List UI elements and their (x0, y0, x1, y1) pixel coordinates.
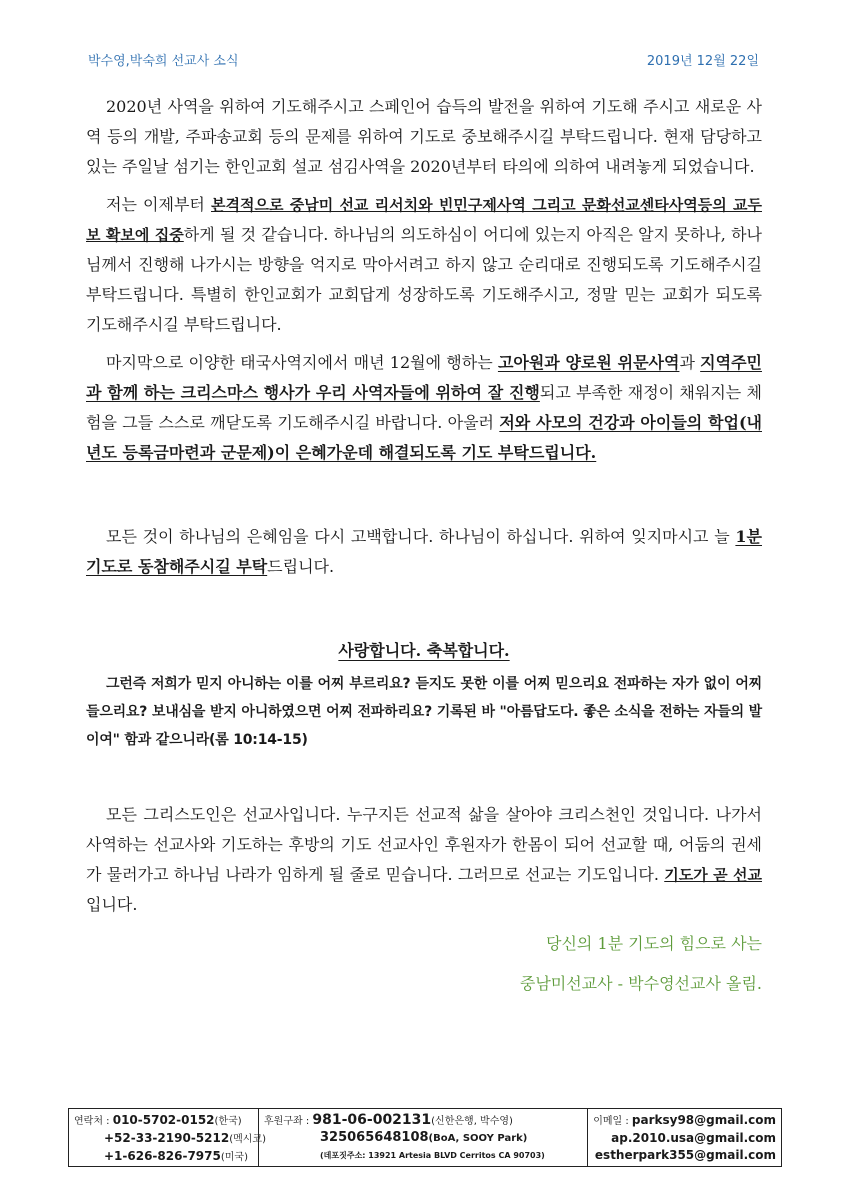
para3-emphasis-1: 고아원과 양로원 위문사역 (497, 353, 680, 372)
account-shinhan: 981-06-002131 (312, 1112, 432, 1128)
para5-emphasis: 기도가 곧 선교 (664, 866, 762, 884)
account-boa-tag: (BoA, SOOY Park) (428, 1133, 528, 1144)
footer-accounts (259, 1109, 588, 1166)
page-header (88, 50, 759, 72)
para4-pre: 모든 것이 하나님의 은혜임을 다시 고백합니다. 하나님이 하십니다. 위하여 잊지마시고 늘 (106, 527, 736, 546)
para2-post: 하게 될 것 같습니다. 하나님의 의도하심이 어디에 있는지 아직은 알지 못하나, 하나님께서 진행해 나가시는 방향을 억지로 막아서려고 하지 않고 순리대로 진행되도록 기도해주시길 부탁드립니다. 특별히 한인교회가 교회답게 성장하도록 기도해주시고, 정말 믿는 교회가 되도록 기도해주시길 부탁드립니다. (86, 225, 762, 334)
para3-mid-1: 과 (679, 353, 701, 372)
para4-post: 드립니다. (267, 557, 335, 576)
account-label: 후원구좌 : (264, 1116, 313, 1127)
header-title: 박수영,박숙희 선교사 소식 (88, 54, 239, 69)
footer-phones (69, 1109, 266, 1166)
para5-post: 입니다. (86, 895, 138, 914)
para4-emphasis: 1분 기도로 동참해주시길 부탁 (86, 527, 762, 576)
email-1[interactable]: parksy98@gmail.com (631, 1113, 776, 1127)
para2-emphasis: 본격적으로 중남미 선교 리서치와 빈민구제사역 그리고 문화선교센타사역등의 교두보 확보에 집중 (86, 196, 762, 244)
para3-mid-2: 되고 부족한 재정이 채워지는 체험을 그들 스스로 깨닫도록 기도해주시길 바랍니다. 아울러 (86, 383, 762, 432)
love-blessing-line: 사랑합니다. 축복합니다. (338, 641, 510, 660)
phone-mexico: +52-33-2190-5212 (104, 1131, 230, 1145)
para3-emphasis-2: 지역주민과 함께 하는 크리스마스 행사가 우리 사역자들에 위하여 잘 진행 (86, 353, 762, 402)
signature-line-2: 중남미선교사 - 박수영선교사 올림. (519, 974, 762, 993)
para5-pre: 모든 그리스도인은 선교사입니다. 누구지든 선교적 삶을 살아야 크리스천인 것입니다. 나가서 사역하는 선교사와 기도하는 후방의 기도 선교사인 후원자가 한몸이 되어 선교할 때, 어둠의 권세가 물러가고 하나님 나라가 임하게 될 줄로 믿습니다. 그러므로 선교는 기도입니다. (86, 805, 762, 884)
footer-emails (588, 1109, 781, 1166)
phone-korea-tag: (한국) (214, 1116, 242, 1127)
phone-usa-tag: (미국) (220, 1152, 248, 1163)
email-label: 이메일 : (593, 1116, 632, 1127)
deposit-address: (데포짓주소: 13921 Artesia BLVD Cerritos CA 90703) (320, 1151, 545, 1160)
para2-pre: 저는 이제부터 (106, 195, 211, 214)
contact-label: 연락처 : (74, 1116, 113, 1127)
contact-footer (68, 1108, 782, 1167)
phone-mexico-tag: (멕시코) (229, 1134, 266, 1145)
phone-usa: +1-626-826-7975 (104, 1149, 221, 1163)
signature-line-1: 당신의 1분 기도의 힘으로 사는 (546, 934, 762, 953)
account-shinhan-tag: (신한은행, 박수영) (431, 1116, 513, 1127)
paragraph-missionary (86, 800, 762, 920)
para3-pre: 마지막으로 이양한 태국사역지에서 매년 12월에 행하는 (106, 353, 498, 372)
account-boa: 325065648108 (320, 1130, 429, 1145)
letter-body (86, 92, 762, 1004)
phone-korea: 010-5702-0152 (112, 1113, 215, 1127)
paragraph-prayer-2020: 2020년 사역을 위하여 기도해주시고 스페인어 습득의 발전을 위하여 기도해 주시고 새로운 사역 등의 개발, 주파송교회 등의 문제를 위하여 기도로 중보해주시길 부탁드립니다. 현재 담당하고 있는 주일날 섬기는 한인교회 설교 섬김사역을 2020년부터 타의에 의하여 내려놓게 되었습니다. (86, 97, 762, 176)
para3-emphasis-3: 저와 사모의 건강과 아이들의 학업(내년도 등록금마련과 군문제)이 은혜가운데 해결되도록 기도 부탁드립니다. (86, 413, 762, 462)
paragraph-ministry-focus (86, 190, 762, 340)
scripture-verse: 그런즉 저희가 믿지 아니하는 이를 어찌 부르리요? 듣지도 못한 이를 어찌 믿으리요 전파하는 자가 없이 어찌 들으리요? 보내심을 받지 아니하였으면 어찌 전파하리요? 기록된 바 "아름답도다. 좋은 소식을 전하는 자들의 발이여" 함과 같으니라(롬 10:14-15) (86, 676, 762, 748)
header-date: 2019년 12월 22일 (646, 54, 759, 69)
paragraph-grace (86, 522, 762, 582)
email-3[interactable]: estherpark355@gmail.com (594, 1148, 776, 1162)
paragraph-thailand (86, 348, 762, 468)
email-2[interactable]: ap.2010.usa@gmail.com (611, 1131, 776, 1145)
